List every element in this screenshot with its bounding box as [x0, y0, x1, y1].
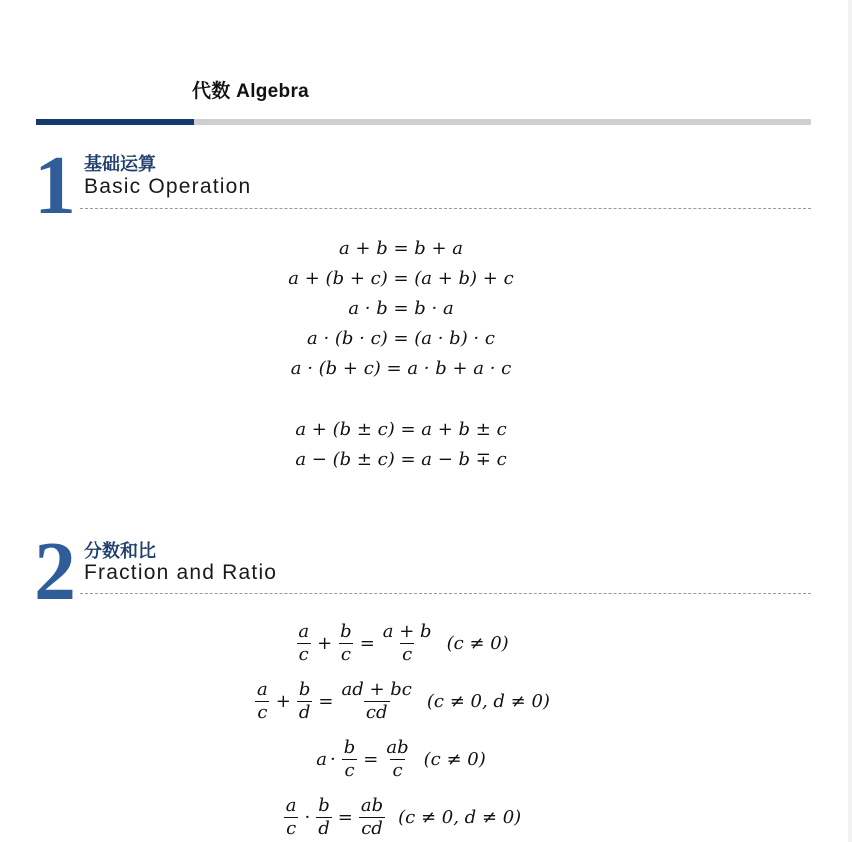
fraction-formula [0, 679, 802, 724]
numerator: ab [360, 795, 384, 816]
equals-sign: = [318, 691, 334, 712]
section-divider [80, 208, 811, 209]
section-title-cn: 基础运算 [84, 154, 156, 174]
denominator: d [298, 702, 311, 723]
numerator: a [298, 621, 310, 642]
numerator: b [318, 795, 330, 816]
denominator: c [286, 818, 297, 839]
section-divider [80, 593, 811, 594]
numerator: a [257, 679, 268, 700]
section-title-en: Fraction and Ratio [84, 561, 278, 584]
fraction [297, 679, 313, 724]
header-bar-accent [36, 119, 194, 125]
fraction [338, 621, 354, 666]
fraction [284, 795, 299, 840]
fraction [340, 679, 414, 724]
fraction [255, 679, 270, 724]
fraction [296, 621, 311, 666]
denominator: c [344, 760, 355, 781]
numerator: b [298, 679, 311, 700]
numerator: b [340, 621, 352, 642]
denominator: c [340, 644, 351, 665]
term: a [316, 749, 327, 770]
equation: a + (b ± c) = a + b ± c [295, 419, 507, 440]
section-number: 1 [34, 139, 76, 232]
section-number: 2 [34, 525, 76, 618]
equation: a · b = b · a [348, 298, 454, 319]
fraction [359, 795, 385, 840]
condition: (c ≠ 0, d ≠ 0) [398, 807, 522, 828]
denominator: c [257, 702, 268, 723]
numerator: a [285, 795, 297, 816]
fraction [384, 737, 410, 782]
condition: (c ≠ 0) [423, 749, 486, 770]
fraction [316, 795, 332, 840]
denominator: c [402, 644, 413, 665]
equation: a + b = b + a [338, 238, 464, 259]
numerator: b [343, 737, 356, 758]
condition: (c ≠ 0) [446, 633, 509, 654]
equation: a · (b · c) = (a · b) · c [307, 328, 495, 349]
fraction-formula [0, 737, 802, 782]
fraction [381, 621, 434, 666]
denominator: c [298, 644, 309, 665]
fraction-formula [0, 621, 802, 666]
equation: a − (b ± c) = a − b ∓ c [295, 449, 507, 470]
operator: + [275, 691, 291, 712]
section-title-en: Basic Operation [84, 175, 252, 198]
numerator: ad + bc [341, 679, 412, 700]
denominator: cd [365, 702, 388, 723]
denominator: c [392, 760, 403, 781]
denominator: d [318, 818, 330, 839]
equals-sign: = [359, 633, 375, 654]
section-title-cn: 分数和比 [84, 541, 156, 561]
condition: (c ≠ 0, d ≠ 0) [426, 691, 550, 712]
equation: a · (b + c) = a · b + a · c [290, 358, 512, 379]
operator: · [330, 749, 336, 770]
page-title: 代数 Algebra [192, 81, 310, 102]
operator: + [317, 633, 333, 654]
equals-sign: = [363, 749, 379, 770]
header-bar-rule [194, 119, 811, 125]
equation: a + (b + c) = (a + b) + c [288, 268, 514, 289]
denominator: cd [361, 818, 383, 839]
operator: · [304, 807, 311, 828]
numerator: a + b [382, 621, 432, 642]
page-edge [848, 0, 852, 842]
fraction-formula [0, 795, 802, 840]
numerator: ab [386, 737, 409, 758]
equals-sign: = [337, 807, 353, 828]
fraction [342, 737, 358, 782]
